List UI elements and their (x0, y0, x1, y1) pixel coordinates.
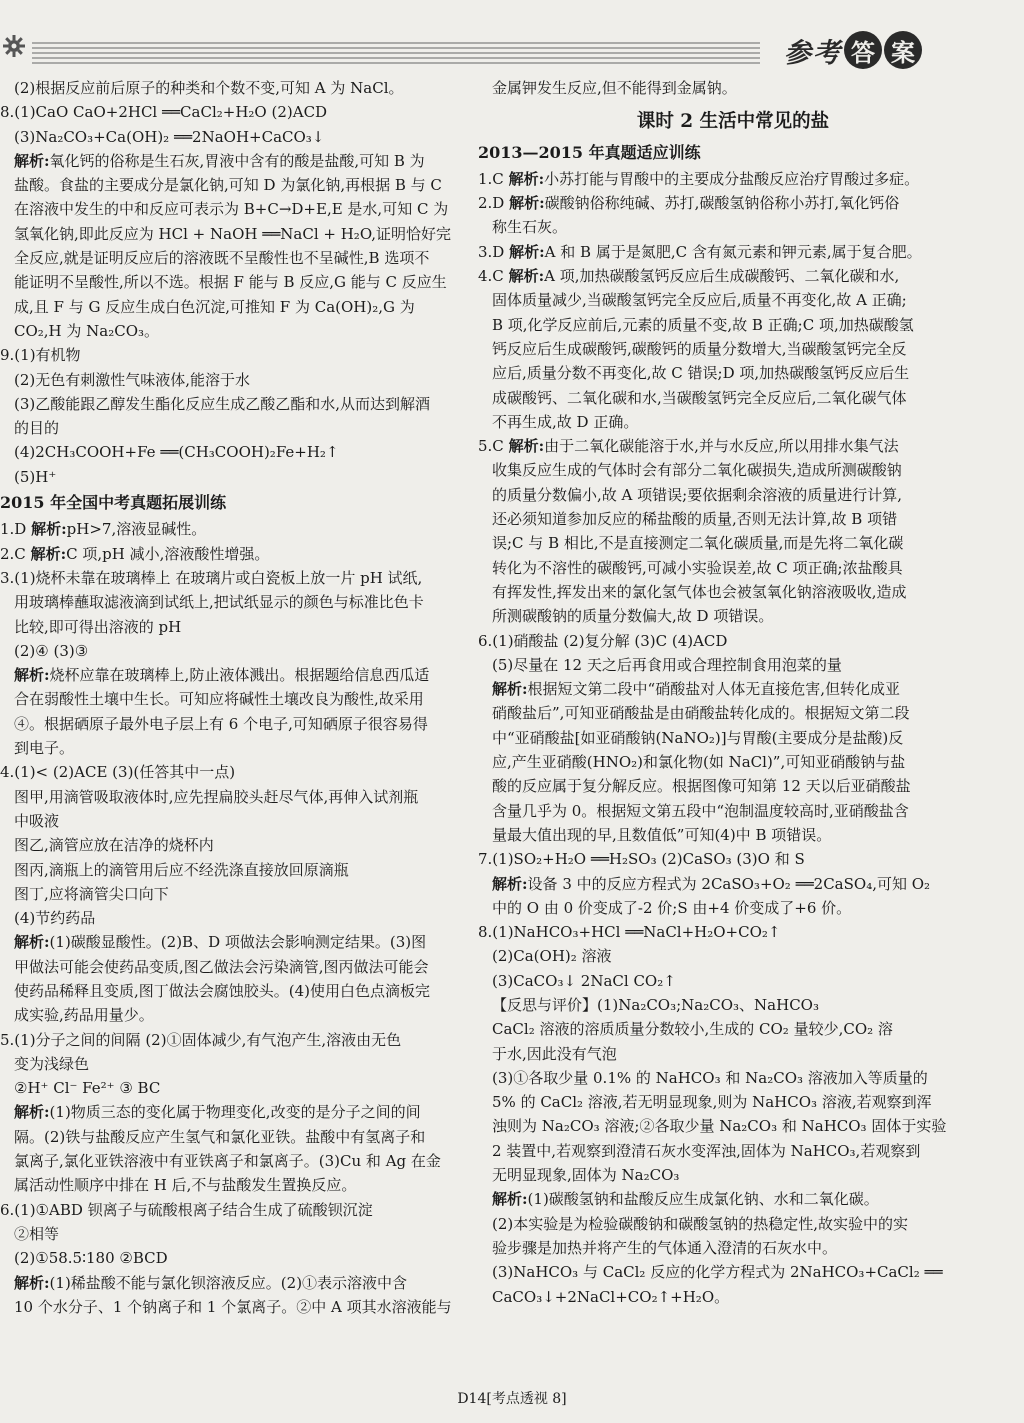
text-line: (1)碳酸氢钠和盐酸反应生成氯化钠、水和二氧化碳。 (527, 1190, 879, 1209)
text-line: 氯离子,氯化亚铁溶液中有亚铁离子和氯离子。(3)Cu 和 Ag 在金 (14, 1152, 441, 1171)
text-line: C 项,pH 减小,溶液酸性增强。 (66, 544, 270, 563)
answer: 2.D (478, 194, 510, 213)
text-line: (3)①各取少量 0.1% 的 NaHCO₃ 和 Na₂CO₃ 溶液加入等质量的 (492, 1068, 928, 1087)
text-line: 应后,质量分数不再变化,故 C 错误;D 项,加热碳酸氢钙反应后生 (492, 364, 910, 383)
text-line: 3.(1)烧杯未靠在玻璃棒上 在玻璃片或白瓷板上放一片 pH 试纸, (0, 568, 423, 587)
text-line: (2)无色有刺激性气味液体,能溶于水 (14, 370, 251, 389)
analysis-label: 解析: (508, 169, 545, 188)
brand-logo (784, 30, 922, 70)
text-line: 固体质量减少,当碳酸氢钙完全反应后,质量不再变化,故 A 正确; (492, 291, 907, 310)
text-line: 10 个水分子、1 个钠离子和 1 个氯离子。②中 A 项其水溶液能与 (14, 1297, 452, 1316)
text-line: (2)①58.5∶180 ②BCD (14, 1249, 168, 1268)
text-line: ②H⁺ Cl⁻ Fe²⁺ ③ BC (14, 1079, 161, 1098)
text-line: 量最大值出现的早,且数值低”可知(4)中 B 项错误。 (492, 825, 832, 844)
text-line: 烧杯应靠在玻璃棒上,防止液体溅出。根据题给信息西瓜适 (49, 666, 430, 685)
text-line: 2 装置中,若观察到澄清石灰水变浑浊,固体为 NaHCO₃,若观察到 (492, 1141, 921, 1160)
text-line: 成碳酸钙、二氧化碳和水,当碳酸氢钙完全反应后,二氧化碳气体 (492, 388, 907, 407)
text-line: ②相等 (14, 1224, 60, 1243)
text-line: 全反应,就是证明反应后的溶液既不呈酸性也不呈碱性,B 选项不 (14, 249, 430, 268)
text-line: CaCO₃↓+2NaCl+CO₂↑+H₂O。 (492, 1287, 730, 1306)
text-line: 7.(1)SO₂+H₂O ══H₂SO₃ (2)CaSO₃ (3)O 和 S (478, 850, 805, 869)
text-line: 在溶液中发生的中和反应可表示为 B+C→D+E,E 是水,可知 C 为 (14, 200, 449, 219)
text-line: (1)碳酸显酸性。(2)B、D 项做法会影响测定结果。(3)图 (49, 933, 427, 952)
text-line: 的质量分数偏小,故 A 项错误;要依据剩余溶液的质量进行计算, (492, 485, 902, 504)
text-line: 8.(1)NaHCO₃+HCl ══NaCl+H₂O+CO₂↑ (478, 923, 781, 942)
text-line: (3)NaHCO₃ 与 CaCl₂ 反应的化学方程式为 2NaHCO₃+CaCl₂ ══ (492, 1263, 943, 1282)
text-line: 中“亚硝酸盐[如亚硝酸钠(NaNO₂)]与胃酸(主要成分是盐酸)反 (492, 728, 904, 747)
analysis-label: 解析: (509, 194, 545, 213)
text-line: 称生石灰。 (492, 218, 568, 237)
answer: 1.C (478, 169, 509, 188)
text-line: CO₂,H 为 Na₂CO₃。 (14, 321, 160, 340)
section-heading: 2015 年全国中考真题拓展训练 (0, 493, 227, 513)
text-line: (5)H⁺ (14, 467, 57, 486)
text-line: 4.(1)< (2)ACE (3)(任答其中一点) (0, 763, 236, 782)
text-line: 【反思与评价】(1)Na₂CO₃;Na₂CO₃、NaHCO₃ (492, 995, 819, 1014)
text-line: 所测碳酸钠的质量分数偏大,故 D 项错误。 (492, 607, 774, 626)
text-line: ④。根据硒原子最外电子层上有 6 个电子,可知硒原子很容易得 (14, 714, 428, 733)
text-line: 误;C 与 B 相比,不是直接测定二氧化碳质量,而是先将二氧化碳 (492, 534, 904, 553)
text-line: (3)CaCO₃↓ 2NaCl CO₂↑ (492, 971, 676, 990)
text-line: 设备 3 中的反应方程式为 2CaSO₃+O₂ ══2CaSO₄,可知 O₂ (527, 874, 931, 893)
text-line: 中的 O 由 0 价变成了-2 价;S 由+4 价变成了+6 价。 (492, 898, 852, 917)
text-line: 能证明不呈酸性,所以不选。根据 F 能与 B 反应,G 能与 C 反应生 (14, 273, 447, 292)
analysis-label: 解析: (30, 544, 67, 563)
section-heading: 2013—2015 年真题适应训练 (478, 142, 701, 162)
gear-icon (2, 34, 26, 58)
text-line: 用玻璃棒蘸取滤液滴到试纸上,把试纸显示的颜色与标准比色卡 (14, 593, 424, 612)
text-line: 酸的反应属于复分解反应。根据图像可知第 12 天以后亚硝酸盐 (492, 777, 911, 796)
text-line: 收集反应生成的气体时会有部分二氧化碳损失,造成所测碳酸钠 (492, 461, 902, 480)
text-line: 6.(1)①ABD 钡离子与硫酸根离子结合生成了硫酸钡沉淀 (0, 1200, 373, 1219)
analysis-label: 解析: (14, 666, 50, 685)
text-line: 氢氧化钠,即此反应为 HCl + NaOH ══NaCl + H₂O,证明恰好完 (14, 224, 452, 243)
brand-seal-1: 答 (844, 31, 882, 69)
answer: 1.D (0, 520, 32, 539)
text-line: 含量几乎为 0。根据短文第五段中“泡制温度较高时,亚硝酸盐含 (492, 801, 909, 820)
analysis-label: 解析: (508, 267, 545, 286)
text-line: 于水,因此没有气泡 (492, 1044, 617, 1063)
text-line: 不再生成,故 D 正确。 (492, 412, 639, 431)
text-line: 合在弱酸性土壤中生长。可知应将碱性土壤改良为酸性,故采用 (14, 690, 424, 709)
analysis-label: 解析: (492, 680, 528, 699)
analysis-label: 解析: (508, 437, 545, 456)
analysis-label: 解析: (14, 933, 50, 952)
text-line: 无明显现象,固体为 Na₂CO₃ (492, 1166, 680, 1185)
text-line: 属活动性顺序中排在 H 后,不与盐酸发生置换反应。 (14, 1176, 357, 1195)
text-line: (2)④ (3)③ (14, 641, 89, 660)
analysis-label: 解析: (14, 151, 50, 170)
text-line: CaCl₂ 溶液的溶质质量分数较小,生成的 CO₂ 量较少,CO₂ 溶 (492, 1020, 893, 1039)
text-line: A 项,加热碳酸氢钙反应后生成碳酸钙、二氧化碳和水, (544, 267, 900, 286)
text-line: (1)物质三态的变化属于物理变化,改变的是分子之间的间 (49, 1103, 421, 1122)
answer: 3.D (478, 242, 510, 261)
text-line: 隔。(2)铁与盐酸反应产生氢气和氯化亚铁。盐酸中有氢离子和 (14, 1127, 426, 1146)
text-line: B 项,化学反应前后,元素的质量不变,故 B 正确;C 项,加热碳酸氢 (492, 315, 914, 334)
text-line: (3)乙酸能跟乙醇发生酯化反应生成乙酸乙酯和水,从而达到解酒 (14, 394, 431, 413)
text-line: 6.(1)硝酸盐 (2)复分解 (3)C (4)ACD (478, 631, 728, 650)
answer: 2.C (0, 544, 31, 563)
text-line: 5.(1)分子之间的间隔 (2)①固体减少,有气泡产生,溶液由无色 (0, 1030, 402, 1049)
text-line: 有挥发性,挥发出来的氯化氢气体也会被氢氧化钠溶液吸收,造成 (492, 582, 907, 601)
text-line: 根据短文第二段中“硝酸盐对人体无直接危害,但转化成亚 (527, 680, 900, 699)
text-line: 中吸液 (14, 811, 60, 830)
text-line: 浊则为 Na₂CO₃ 溶液;②各取少量 Na₂CO₃ 和 NaHCO₃ 固体于实验 (492, 1117, 947, 1136)
text-line: (2)Ca(OH)₂ 溶液 (492, 947, 612, 966)
analysis-label: 解析: (492, 874, 528, 893)
text-line: 转化为不溶性的碳酸钙,可减小实验误差,故 C 项正确;浓盐酸具 (492, 558, 903, 577)
text-line: (2)本实验是为检验碳酸钠和碳酸氢钠的热稳定性,故实验中的实 (492, 1214, 909, 1233)
text-line: (1)稀盐酸不能与氯化钡溶液反应。(2)①表示溶液中含 (49, 1273, 408, 1292)
text-line: 应,产生亚硝酸(HNO₂)和氯化物(如 NaCl)”,可知亚硝酸钠与盐 (492, 753, 906, 772)
right-column (478, 76, 948, 1309)
text-line: pH>7,溶液显碱性。 (66, 520, 207, 539)
left-column (0, 76, 470, 1319)
text-line: 甲做法可能会使药品变质,图乙做法会污染滴管,图丙做法可能会 (14, 957, 429, 976)
text-line: 图丁,应将滴管尖口向下 (14, 884, 169, 903)
analysis-label: 解析: (509, 242, 545, 261)
text-line: 由于二氧化碳能溶于水,并与水反应,所以用排水集气法 (544, 437, 899, 456)
text-line: (5)尽量在 12 天之后再食用或合理控制食用泡菜的量 (492, 655, 842, 674)
text-line: 到电子。 (14, 739, 75, 758)
text-line: 硝酸盐后”,可知亚硝酸盐是由硝酸盐转化成的。根据短文第二段 (492, 704, 910, 723)
text-line: (4)节约药品 (14, 909, 96, 928)
text-line: 验步骤是加热并将产生的气体通入澄清的石灰水中。 (492, 1238, 838, 1257)
analysis-label: 解析: (14, 1273, 50, 1292)
text-line: 图乙,滴管应放在洁净的烧杯内 (14, 836, 214, 855)
text-line: (4)2CH₃COOH+Fe ══(CH₃COOH)₂Fe+H₂↑ (14, 443, 339, 462)
answer: 4.C (478, 267, 509, 286)
text-line: A 和 B 属于是氮肥,C 含有氮元素和钾元素,属于复合肥。 (544, 242, 922, 261)
text-line: 氧化钙的俗称是生石灰,胃液中含有的酸是盐酸,可知 B 为 (49, 151, 425, 170)
text-line: 成实验,药品用量少。 (14, 1006, 154, 1025)
brand-seal-2: 案 (884, 31, 922, 69)
text-line: 变为浅绿色 (14, 1054, 90, 1073)
text-line: 的目的 (14, 419, 60, 438)
text-line: 成,且 F 与 G 反应生成白色沉淀,可推知 F 为 Ca(OH)₂,G 为 (14, 297, 415, 316)
text-line: (3)Na₂CO₃+Ca(OH)₂ ══2NaOH+CaCO₃↓ (14, 127, 325, 146)
text-line: 8.(1)CaO CaO+2HCl ══CaCl₂+H₂O (2)ACD (0, 103, 328, 122)
page-footer: D14[考点透视 8] (457, 1391, 567, 1407)
text-line: 比较,即可得出溶液的 pH (14, 617, 182, 636)
analysis-label: 解析: (492, 1190, 528, 1209)
text-line: 小苏打能与胃酸中的主要成分盐酸反应治疗胃酸过多症。 (544, 169, 920, 188)
text-line: (2)根据反应前后原子的种类和个数不变,可知 A 为 NaCl。 (14, 79, 404, 97)
analysis-label: 解析: (31, 520, 67, 539)
text-line: 9.(1)有机物 (0, 346, 81, 365)
text-line: 金属钾发生反应,但不能得到金属钠。 (492, 79, 737, 97)
page-header (0, 0, 1024, 72)
text-line: 盐酸。食盐的主要成分是氯化钠,可知 D 为氯化钠,再根据 B 与 C (14, 176, 442, 195)
text-line: 使药品稀释且变质,图丁做法会腐蚀胶头。(4)使用白色点滴板完 (14, 981, 431, 1000)
brand-title: 参考 (784, 37, 842, 69)
text-line: 还必须知道参加反应的稀盐酸的质量,否则无法计算,故 B 项错 (492, 510, 898, 529)
answer: 5.C (478, 437, 509, 456)
text-line: 钙反应后生成碳酸钙,碳酸钙的质量分数增大,当碳酸氢钙完全反 (492, 339, 907, 358)
text-line: 5% 的 CaCl₂ 溶液,若无明显现象,则为 NaHCO₃ 溶液,若观察到浑 (492, 1093, 932, 1112)
header-rule-lines (32, 40, 760, 66)
text-line: 碳酸钠俗称纯碱、苏打,碳酸氢钠俗称小苏打,氧化钙俗 (544, 194, 900, 213)
analysis-label: 解析: (14, 1103, 50, 1122)
text-line: 图甲,用滴管吸取液体时,应先捏扁胶头赶尽气体,再伸入试剂瓶 (14, 787, 419, 806)
text-line: 图丙,滴瓶上的滴管用后应不经洗涤直接放回原滴瓶 (14, 860, 349, 879)
lesson-title: 课时 2 生活中常见的盐 (636, 111, 830, 133)
